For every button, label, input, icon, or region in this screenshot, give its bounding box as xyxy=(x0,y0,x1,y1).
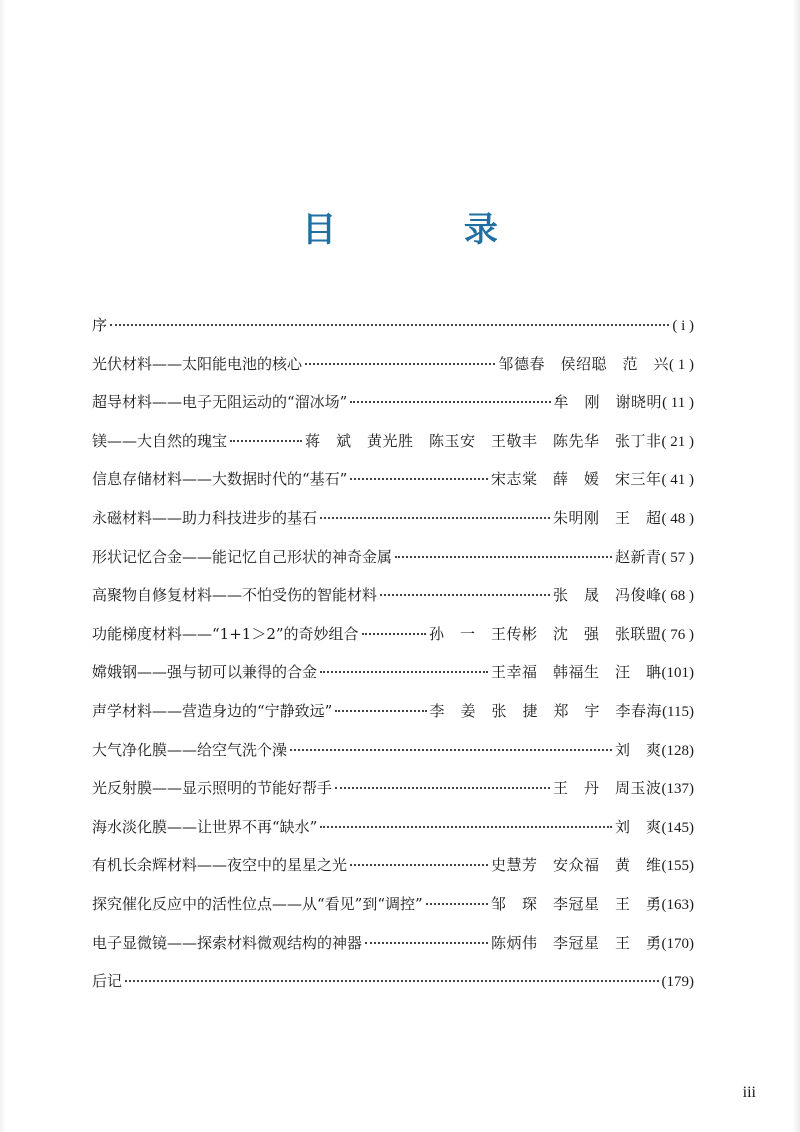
leader-dots xyxy=(230,440,302,442)
toc-entry[interactable] xyxy=(92,662,694,701)
toc-entry-title: 声学材料——营造身边的“宁静致远” xyxy=(92,701,333,720)
toc-entry-authors: 刘 爽 xyxy=(614,740,662,759)
toc-entry[interactable] xyxy=(92,508,694,547)
toc-entry-title: 海水淡化膜——让世界不再“缺水” xyxy=(92,817,318,836)
toc-entry-title: 探究催化反应中的活性位点——从“看见”到“调控” xyxy=(92,894,423,913)
toc-entry-title: 功能梯度材料——“1+1＞2”的奇妙组合 xyxy=(92,624,359,643)
toc-entry-title: 有机长余辉材料——夜空中的星星之光 xyxy=(92,856,348,875)
toc-entry-title: 高聚物自修复材料——不怕受伤的智能材料 xyxy=(92,586,378,605)
toc-entry-authors: 朱明刚 王 超 xyxy=(552,508,662,527)
leader-dots xyxy=(426,903,488,905)
toc-entry-authors: 王幸福 韩福生 汪 聃 xyxy=(490,663,662,682)
toc-entry-page: ( 76 ) xyxy=(661,626,694,643)
toc-entry-page: (101) xyxy=(661,665,694,682)
toc-entry-title: 超导材料——电子无阻运动的“溜冰场” xyxy=(92,393,348,412)
toc-entry-authors: 宋志棠 薛 媛 宋三年 xyxy=(490,470,662,489)
toc-entry[interactable] xyxy=(92,585,694,624)
toc-entry-authors: 赵新青 xyxy=(614,547,662,566)
toc-entry-title: 大气净化膜——给空气洗个澡 xyxy=(92,740,288,759)
toc-entry[interactable] xyxy=(92,778,694,817)
toc-entry[interactable] xyxy=(92,547,694,586)
toc-entry-page: ( 68 ) xyxy=(661,588,694,605)
leader-dots xyxy=(395,556,612,558)
toc-entry[interactable] xyxy=(92,469,694,508)
toc-entry-page: ( i ) xyxy=(672,318,694,334)
page-number: iii xyxy=(742,1084,756,1101)
toc-entry[interactable] xyxy=(92,855,694,894)
toc-entry[interactable] xyxy=(92,392,694,431)
leader-dots xyxy=(335,787,550,789)
leader-dots xyxy=(350,401,550,403)
toc-entry-title: 镁——大自然的瑰宝 xyxy=(92,431,228,450)
toc-entry-page: ( 1 ) xyxy=(669,356,694,373)
leader-dots xyxy=(290,749,612,751)
toc-entry[interactable] xyxy=(92,701,694,740)
toc-entry-authors: 邹德春 侯绍聪 范 兴 xyxy=(498,354,669,373)
toc-entry[interactable] xyxy=(92,894,694,933)
toc-entry-page: (115) xyxy=(662,703,694,720)
toc-entry[interactable] xyxy=(92,817,694,856)
leader-dots xyxy=(125,980,658,982)
leader-dots xyxy=(362,633,426,635)
toc-entry-page: (163) xyxy=(661,896,694,913)
toc-entry-authors: 张 晟 冯俊峰 xyxy=(552,586,662,605)
leader-dots xyxy=(320,671,488,673)
toc-entry[interactable] xyxy=(92,624,694,663)
toc-entry-authors: 李 姜 张 捷 郑 宇 李春海 xyxy=(429,701,663,720)
toc-entry-page: ( 41 ) xyxy=(661,472,694,489)
table-of-contents xyxy=(92,315,694,1010)
toc-entry[interactable] xyxy=(92,740,694,779)
leader-dots xyxy=(305,363,495,365)
leader-dots xyxy=(350,478,488,480)
toc-entry-title: 序 xyxy=(92,316,108,334)
toc-entry-authors: 史慧芳 安众福 黄 维 xyxy=(490,856,662,875)
toc-entry-title: 电子显微镜——探索材料微观结构的神器 xyxy=(92,933,363,952)
toc-entry-afterword[interactable] xyxy=(92,971,694,1010)
toc-entry-preface[interactable] xyxy=(92,315,694,354)
toc-entry-page: (145) xyxy=(661,819,694,836)
toc-entry-title: 后记 xyxy=(92,972,123,991)
toc-entry-page: (128) xyxy=(661,742,694,759)
leader-dots xyxy=(110,324,669,326)
toc-entry-page: (170) xyxy=(661,935,694,952)
leader-dots xyxy=(320,517,550,519)
toc-entry-page: ( 11 ) xyxy=(662,395,694,412)
toc-entry[interactable] xyxy=(92,933,694,972)
toc-entry[interactable] xyxy=(92,354,694,393)
toc-entry-page: ( 57 ) xyxy=(661,549,694,566)
toc-entry-authors: 蒋 斌 黄光胜 陈玉安 王敬丰 陈先华 张丁非 xyxy=(304,431,662,450)
page-title: 目 录 xyxy=(302,210,556,250)
leader-dots xyxy=(380,594,550,596)
toc-entry-page: (179) xyxy=(661,974,694,991)
toc-entry-title: 信息存储材料——大数据时代的“基石” xyxy=(92,470,348,489)
toc-entry-title: 光反射膜——显示照明的节能好帮手 xyxy=(92,779,333,798)
leader-dots xyxy=(350,864,488,866)
toc-entry-authors: 牟 刚 谢晓明 xyxy=(553,393,663,412)
toc-entry[interactable] xyxy=(92,431,694,470)
leader-dots xyxy=(335,710,426,712)
toc-entry-title: 光伏材料——太阳能电池的核心 xyxy=(92,354,303,373)
toc-entry-page: ( 48 ) xyxy=(661,510,694,527)
toc-entry-title: 永磁材料——助力科技进步的基石 xyxy=(92,508,318,527)
leader-dots xyxy=(320,826,612,828)
toc-entry-authors: 刘 爽 xyxy=(614,817,662,836)
toc-entry-title: 嫦娥钢——强与韧可以兼得的合金 xyxy=(92,663,318,682)
toc-entry-title: 形状记忆合金——能记忆自己形状的神奇金属 xyxy=(92,547,393,566)
toc-entry-page: (137) xyxy=(661,781,694,798)
toc-entry-authors: 孙 一 王传彬 沈 强 张联盟 xyxy=(428,624,662,643)
toc-entry-page: (155) xyxy=(661,858,694,875)
toc-entry-page: ( 21 ) xyxy=(661,433,694,450)
toc-entry-authors: 王 丹 周玉波 xyxy=(552,779,662,798)
toc-entry-authors: 陈炳伟 李冠星 王 勇 xyxy=(490,933,662,952)
leader-dots xyxy=(365,942,488,944)
toc-entry-authors: 邹 琛 李冠星 王 勇 xyxy=(490,894,662,913)
